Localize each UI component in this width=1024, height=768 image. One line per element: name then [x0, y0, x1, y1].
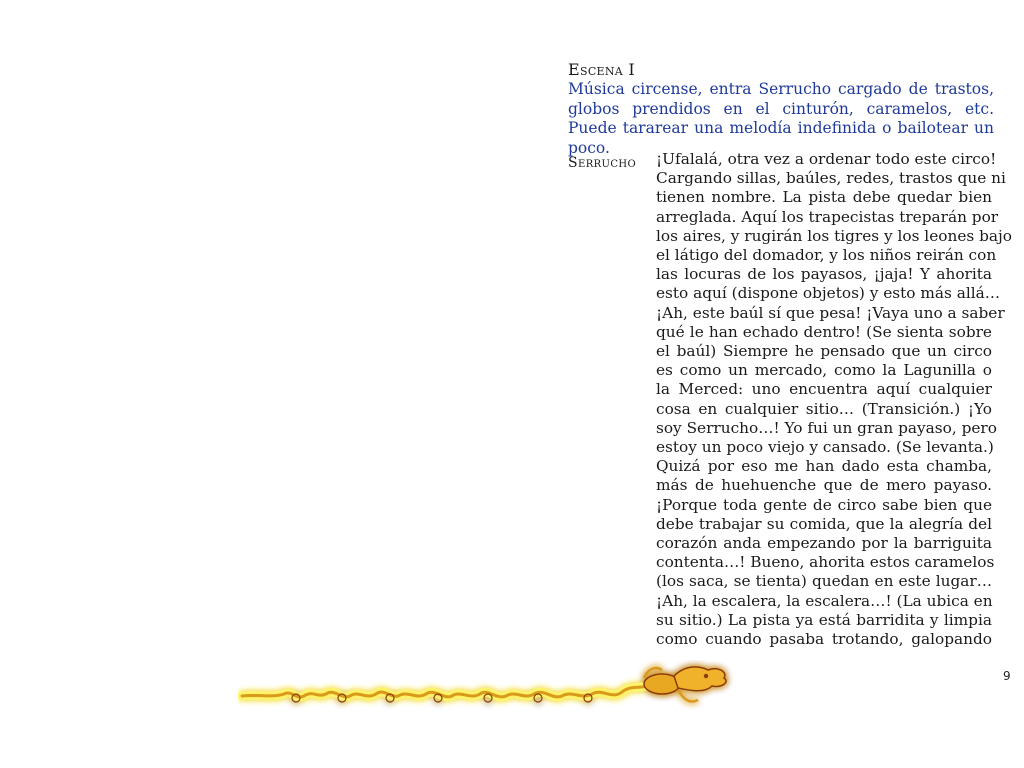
dialogue-line: como cuando pasaba trotando, galopando — [656, 630, 992, 649]
dialogue-line: los aires, y rugirán los tigres y los leones bajo — [656, 226, 1012, 245]
dialogue-line: debe trabajar su comida, que la alegría del — [656, 514, 992, 533]
dialogue-line: cosa en cualquier sitio… (Transición.) ¡Yo — [656, 399, 992, 418]
dialogue-line: el baúl) Siempre he pensado que un circo — [656, 342, 992, 361]
dialogue-line: ¡Ah, este baúl sí que pesa! ¡Vaya uno a saber — [656, 303, 1005, 322]
dialogue-line: su sitio.) La pista ya está barridita y limpia — [656, 610, 992, 629]
dialogue-line: el látigo del domador, y los niños reirán con — [656, 246, 997, 265]
dialogue-line: qué le han echado dentro! (Se sienta sobre — [656, 322, 992, 341]
dialogue-line: ¡Ah, la escalera, la escalera…! (La ubica en — [656, 591, 993, 610]
dragon-ornament-icon — [238, 660, 738, 720]
speaker-name: Serrucho — [568, 155, 637, 171]
dialogue-line: la Merced: uno encuentra aquí cualquier — [656, 380, 992, 399]
dialogue-line: corazón anda empezando por la barriguita — [656, 534, 992, 553]
dialogue-line: Quizá por eso me han dado esta chamba, — [656, 457, 992, 476]
dialogue-line: tienen nombre. La pista debe quedar bien — [656, 188, 992, 207]
dialogue-line: Cargando sillas, baúles, redes, trastos que ni — [656, 169, 1006, 188]
scene-heading: Escena I — [568, 60, 636, 79]
dialogue-line: ¡Porque toda gente de circo sabe bien que — [656, 495, 992, 514]
dialogue-line: soy Serrucho…! Yo fui un gran payaso, pero — [656, 418, 997, 437]
dialogue-line: más de huehuenche que de mero payaso. — [656, 476, 992, 495]
dialogue-line: contenta…! Bueno, ahorita estos caramelos — [656, 553, 995, 572]
dialogue-line: ¡Ufalalá, otra vez a ordenar todo este circo! — [656, 150, 997, 168]
page-number: 9 — [1003, 669, 1011, 683]
dialogue-line: (los saca, se tienta) quedan en este lugar… — [656, 572, 992, 591]
dialogue-line: estoy un poco viejo y cansado. (Se levanta.) — [656, 438, 994, 457]
dialogue-line: esto aquí (dispone objetos) y esto más allá… — [656, 284, 1001, 303]
dialogue-line: arreglada. Aquí los trapecistas treparán por — [656, 207, 999, 226]
dialogue-line: las locuras de los payasos, ¡jaja! Y ahorita — [656, 265, 992, 284]
dialogue-text — [656, 150, 1012, 649]
dialogue-line: es como un mercado, como la Lagunilla o — [656, 361, 992, 380]
stage-direction: Música circense, entra Serrucho cargado de trastos, globos prendidos en el cinturón, caramelos, etc. Puede tararear una melodía indefinida o bailotear un poco. — [568, 80, 994, 157]
